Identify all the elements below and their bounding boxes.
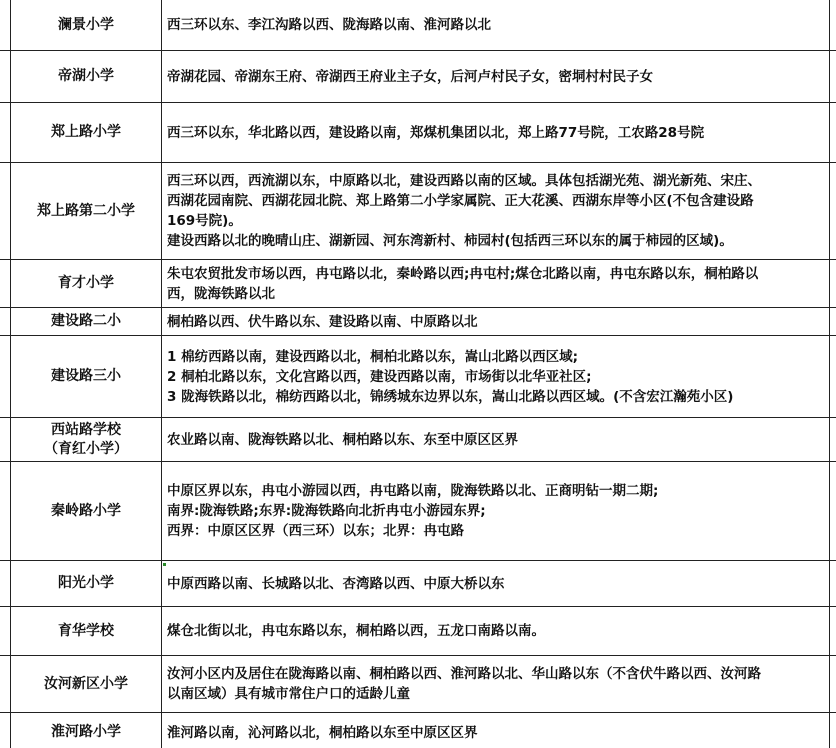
district-area-text: 3 陇海铁路以北，棉纺西路以北，锦绣城东边界以东，嵩山北路以西区域。(不含宏江瀚苑小区) [167,388,734,405]
district-area-text: 1 棉纺西路以南，建设西路以北，桐柏北路以东，嵩山北路以西区域; [167,348,578,365]
district-area-text: 中原区界以东，冉屯小游园以西，冉屯路以南，陇海铁路以北、正商明钻一期二期; [167,483,659,499]
school-name: 郑上路小学 [51,124,121,140]
table-row [0,103,836,163]
district-area-cell [162,163,830,259]
district-area-text: 帝湖花园、帝湖东王府、帝湖西王府业主子女，后河卢村民子女，密垌村村民子女 [167,68,653,85]
cell-marker [163,563,166,566]
school-name-cell [10,0,162,50]
district-area-cell [162,561,830,606]
school-name-cell [10,462,162,560]
school-name-cell [10,260,162,307]
school-name-cell [10,163,162,259]
school-name-cell [10,336,162,417]
district-area-text: 西三环以东，华北路以西，建设路以南，郑煤机集团以北，郑上路77号院，工农路28号院 [167,124,705,141]
district-area-text: 桐柏路以西、伏牛路以东、建设路以南、中原路以北 [167,313,478,330]
school-name: 帝湖小学 [58,68,114,84]
district-area-text: 中原西路以南、长城路以北、杏湾路以西、中原大桥以东 [167,575,505,592]
district-area-text: 西湖花园南院、西湖花园北院、郑上路第二小学家属院、正大花溪、西湖东岸等小区(不包含建设路 [167,193,754,209]
table-row [0,656,836,713]
school-name-cell [10,51,162,102]
school-name: 建设路二小 [51,313,121,329]
table-row [0,308,836,336]
table-row [0,561,836,607]
school-name: 阳光小学 [58,575,114,591]
table-row [0,0,836,51]
school-name: 淮河路小学 [51,724,121,740]
district-area-cell [162,418,830,461]
table-row [0,163,836,260]
district-area-cell [162,607,830,655]
district-area-text: 朱屯农贸批发市场以西，冉屯路以北，秦岭路以西;冉屯村;煤仓北路以南，冉屯东路以东，桐柏路以 [167,265,759,282]
district-area-text: 2 桐柏北路以东，文化宫路以西，建设西路以南，市场街以北华亚社区; [167,368,592,385]
school-name: 西站路学校 [51,421,121,438]
district-area-cell [162,0,830,50]
school-name-cell [10,103,162,162]
school-name: 汝河新区小学 [44,675,128,692]
district-area-text: 西三环以西，西流湖以东，中原路以北，建设西路以南的区域。具体包括湖光苑、湖光新苑、宋庄、 [167,173,761,189]
district-area-cell [162,260,830,307]
school-name: 育才小学 [58,275,114,291]
district-area-text: 以南区域）具有城市常住户口的适龄儿童 [167,686,410,702]
school-name: 秦岭路小学 [51,502,121,519]
school-name: （育红小学） [44,440,128,457]
school-name-cell [10,308,162,335]
district-area-cell [162,51,830,102]
district-area-cell [162,656,830,712]
district-area-text: 淮河路以南，沁河路以北，桐柏路以东至中原区区界 [167,724,478,741]
district-area-text: 西界：中原区区界（西三环）以东；北界：冉屯路 [167,523,464,539]
school-name: 郑上路第二小学 [37,202,135,219]
district-area-cell [162,462,830,560]
school-name: 育华学校 [58,622,114,639]
school-name: 澜景小学 [58,16,114,33]
district-area-text: 汝河小区内及居住在陇海路以南、桐柏路以西、淮河路以北、华山路以东（不含伏牛路以西、汝河路 [167,666,761,682]
table-row [0,713,836,748]
district-area-cell [162,103,830,162]
district-area-text: 煤仓北街以北，冉屯东路以东，桐柏路以西，五龙口南路以南。 [167,623,545,639]
table-row [0,336,836,418]
district-area-text: 169号院)。 [167,213,242,229]
table-row [0,418,836,462]
school-name-cell [10,607,162,655]
district-area-text: 建设西路以北的晚晴山庄、湖新园、河东湾新村、柿园村(包括西三环以东的属于柿园的区域)。 [167,233,733,249]
table-row [0,51,836,103]
district-area-text: 南界:陇海铁路;东界:陇海铁路向北折冉屯小游园东界; [167,503,486,519]
district-area-text: 西三环以东、李江沟路以西、陇海路以南、淮河路以北 [167,17,491,33]
district-area-cell [162,336,830,417]
district-area-text: 农业路以南、陇海铁路以北、桐柏路以东、东至中原区区界 [167,431,518,448]
school-name-cell [10,656,162,712]
school-name: 建设路三小 [51,368,121,384]
school-name-cell [10,561,162,606]
district-area-cell [162,308,830,335]
school-name-cell [10,418,162,461]
school-name-cell [10,713,162,748]
district-area-text: 西，陇海铁路以北 [167,285,275,302]
table-row [0,607,836,656]
table-row [0,462,836,561]
district-area-cell [162,713,830,748]
table-row [0,260,836,308]
